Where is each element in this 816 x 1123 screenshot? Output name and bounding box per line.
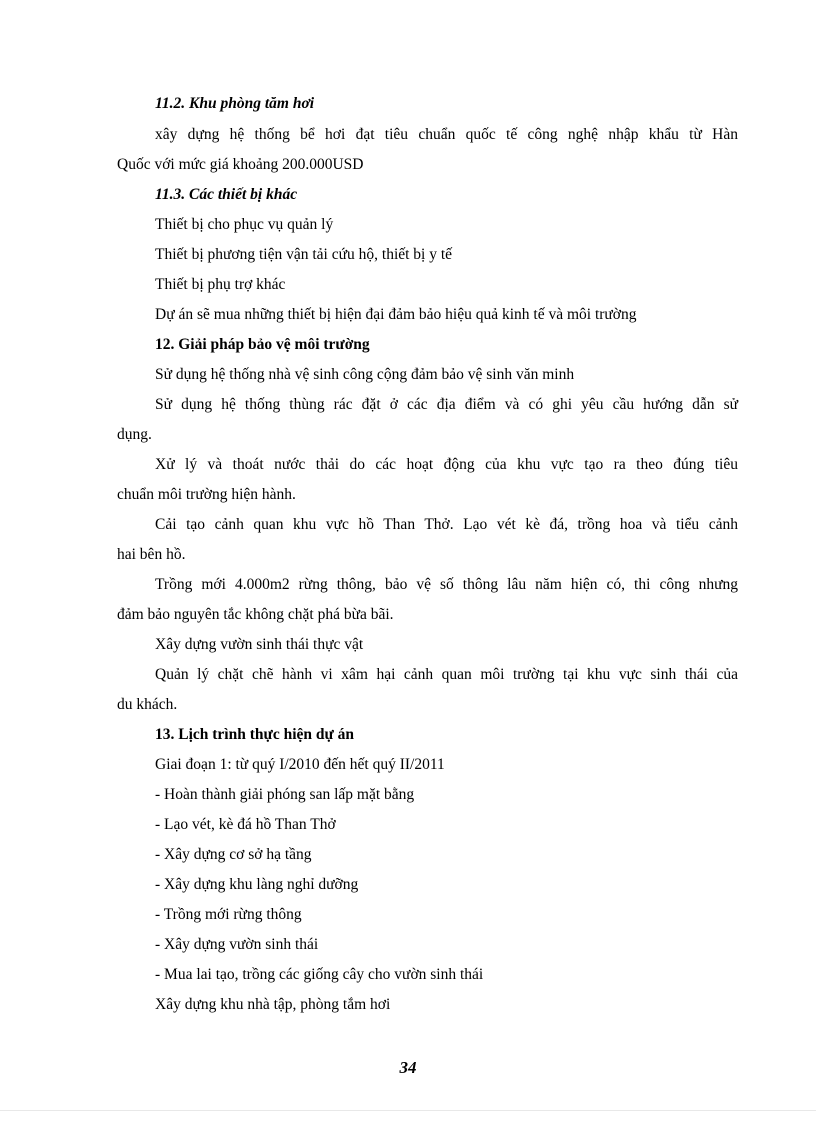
paragraph-line: đảm bảo nguyên tắc không chặt phá bừa bãi.	[117, 606, 394, 623]
paragraph-line	[0, 665, 738, 685]
paragraph-line	[0, 455, 738, 475]
section-heading-11-3: 11.3. Các thiết bị khác	[155, 186, 298, 203]
paragraph-line: chuẩn môi trường hiện hành.	[117, 486, 296, 503]
paragraph-line: Dự án sẽ mua những thiết bị hiện đại đảm bảo hiệu quả kinh tế và môi trường	[155, 306, 637, 323]
paragraph-line	[0, 575, 738, 595]
paragraph-line: du khách.	[117, 696, 178, 713]
paragraph-text: Quản lý chặt chẽ hành vi xâm hại cảnh quan môi trường tại khu vực sinh thái của	[155, 666, 738, 683]
list-item: - Hoàn thành giải phóng san lấp mặt bằng	[155, 786, 415, 803]
section-heading-11-2: 11.2. Khu phòng tăm hơi	[155, 95, 315, 112]
paragraph-line: Quốc với mức giá khoảng 200.000USD	[117, 156, 364, 173]
paragraph-line: dụng.	[117, 426, 152, 443]
paragraph-line: hai bên hồ.	[117, 546, 186, 563]
paragraph-line: Xây dựng khu nhà tập, phòng tắm hơi	[155, 996, 391, 1013]
list-item: - Xây dựng khu làng nghỉ dưỡng	[155, 876, 359, 893]
page-bottom-divider	[0, 1110, 816, 1111]
list-item: - Trồng mới rừng thông	[155, 906, 302, 923]
list-item: - Lạo vét, kè đá hồ Than Thở	[155, 816, 336, 833]
paragraph-line: Thiết bị cho phục vụ quản lý	[155, 216, 334, 233]
paragraph-line	[0, 395, 738, 415]
paragraph-line: Giai đoạn 1: từ quý I/2010 đến hết quý II/2011	[155, 756, 445, 773]
list-item: - Xây dựng cơ sở hạ tầng	[155, 846, 312, 863]
list-item: - Mua lai tạo, trồng các giống cây cho vườn sinh thái	[155, 966, 484, 983]
list-item: - Xây dựng vườn sinh thái	[155, 936, 319, 953]
paragraph-line	[0, 515, 738, 535]
paragraph-line	[0, 125, 738, 145]
paragraph-line: Thiết bị phương tiện vận tải cứu hộ, thiết bị y tế	[155, 246, 453, 263]
section-heading-12: 12. Giải pháp bảo vệ môi trường	[155, 336, 370, 353]
paragraph-text: Sử dụng hệ thống thùng rác đặt ở các địa điểm và có ghi yêu cầu hướng dẫn sử	[155, 396, 738, 413]
paragraph-text: Xử lý và thoát nước thải do các hoạt động của khu vực tạo ra theo đúng tiêu	[155, 456, 738, 473]
paragraph-line: Xây dựng vườn sinh thái thực vật	[155, 636, 364, 653]
section-heading-13: 13. Lịch trình thực hiện dự án	[155, 726, 355, 743]
paragraph-line: Thiết bị phụ trợ khác	[155, 276, 286, 293]
paragraph-text: Trồng mới 4.000m2 rừng thông, bảo vệ số thông lâu năm hiện có, thi công nhưng	[155, 576, 738, 593]
paragraph-line: Sử dụng hệ thống nhà vệ sinh công cộng đảm bảo vệ sinh văn minh	[155, 366, 575, 383]
paragraph-text: Cải tạo cảnh quan khu vực hồ Than Thở. Lạo vét kè đá, trồng hoa và tiểu cảnh	[155, 516, 738, 533]
paragraph-text: xây dựng hệ thống bể hơi đạt tiêu chuẩn quốc tế công nghệ nhập khẩu từ Hàn	[155, 126, 738, 143]
page-number: 34	[399, 1058, 417, 1077]
